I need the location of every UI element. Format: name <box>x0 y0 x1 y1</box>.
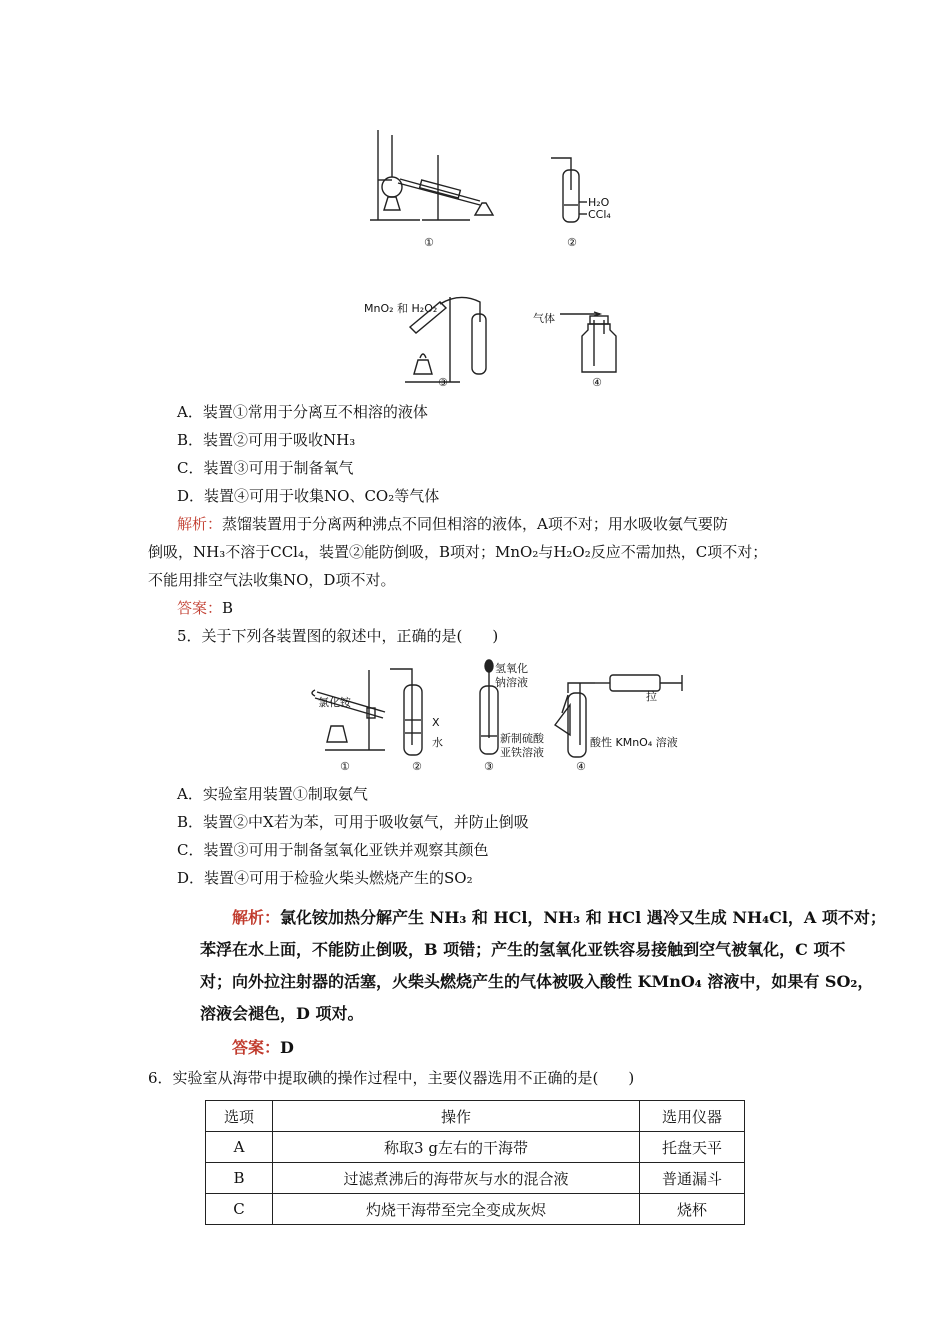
q4-analysis-text-1: 蒸馏装置用于分离两种沸点不同但相溶的液体，A项不对；用水吸收氨气要防 <box>222 515 728 533</box>
q5-option-a: A．实验室用装置①制取氨气 <box>177 785 368 803</box>
q5-fig3-naoh-1: 氢氧化 <box>495 662 528 675</box>
q4-option-c: C．装置③可用于制备氧气 <box>177 459 354 477</box>
q5-fig2-water: 水 <box>432 736 443 749</box>
q4-fig4-gas: 气体 <box>533 312 555 325</box>
q4-fig2-ccl4: CCl₄ <box>588 208 611 221</box>
q5-fig3-feso4-2: 亚铁溶液 <box>500 746 544 759</box>
q4-analysis-label: 解析： <box>177 515 223 533</box>
q4-figure-2-label: ② <box>567 236 577 249</box>
q6-table <box>205 1100 745 1225</box>
q4-figure-4-label: ④ <box>592 376 602 389</box>
q4-option-d: D．装置④可用于收集NO、CO₂等气体 <box>177 487 440 505</box>
q4-answer-value: B <box>222 599 234 617</box>
q5-option-b: B．装置②中X若为苯，可用于吸收氨气，并防止倒吸 <box>177 813 529 831</box>
q4-analysis-line-3: 不能用排空气法收集NO，D项不对。 <box>148 571 396 589</box>
q5-fig3-feso4-1: 新制硫酸 <box>500 732 544 745</box>
q5-figure-3-label: ③ <box>484 760 494 773</box>
q4-figure-1-distillation <box>360 125 500 235</box>
q5-analysis-line-2: 苯浮在水上面，不能防止倒吸，B 项错；产生的氢氧化亚铁容易接触到空气被氧化，C 项不 <box>200 940 846 959</box>
q6-cell: 普通漏斗 <box>640 1163 745 1194</box>
q4-answer-label: 答案： <box>177 599 223 617</box>
q6-cell: C <box>206 1194 273 1225</box>
q5-analysis-line-1 <box>232 908 886 928</box>
q5-option-d: D．装置④可用于检验火柴头燃烧产生的SO₂ <box>177 869 473 887</box>
q5-fig4-pull: 拉 <box>646 690 657 703</box>
q5-stem: 5．关于下列各装置图的叙述中，正确的是( ) <box>177 627 499 645</box>
q5-figure-1-label: ① <box>340 760 350 773</box>
q5-figure-1 <box>305 660 395 760</box>
q4-figure-4-bottle <box>560 300 620 375</box>
q6-cell: 称取3 g左右的干海带 <box>273 1132 640 1163</box>
q6-stem: 6．实验室从海带中提取碘的操作过程中，主要仪器选用不正确的是( ) <box>148 1069 635 1087</box>
q4-option-a: A．装置①常用于分离互不相溶的液体 <box>177 403 428 421</box>
q6-table-header <box>206 1101 745 1132</box>
q4-option-b: B．装置②可用于吸收NH₃ <box>177 431 356 449</box>
q5-analysis-line-3: 对；向外拉注射器的活塞，火柴头燃烧产生的气体被吸入酸性 KMnO₄ 溶液中，如果有 SO₂， <box>200 972 874 991</box>
q5-option-c: C．装置③可用于制备氢氧化亚铁并观察其颜色 <box>177 841 489 859</box>
q4-figure-3-oxygen <box>400 292 510 392</box>
q5-fig3-naoh-2: 钠溶液 <box>495 676 528 689</box>
q6-cell: 灼烧干海带至完全变成灰烬 <box>273 1194 640 1225</box>
q6-header-operation: 操作 <box>273 1101 640 1132</box>
q5-answer-label: 答案： <box>232 1038 281 1057</box>
q5-analysis-label: 解析： <box>232 908 281 927</box>
q6-cell: 过滤煮沸后的海带灰与水的混合液 <box>273 1163 640 1194</box>
q6-cell: 托盘天平 <box>640 1132 745 1163</box>
q5-analysis-line-4: 溶液会褪色，D 项对。 <box>200 1004 364 1023</box>
table-row <box>206 1194 745 1225</box>
q6-cell: A <box>206 1132 273 1163</box>
q4-analysis-line-1 <box>177 514 728 534</box>
q5-fig2-x: X <box>432 716 440 729</box>
q4-figure-2-tube <box>545 150 625 230</box>
q6-cell: 烧杯 <box>640 1194 745 1225</box>
q5-fig1-label: 氯化铵 <box>318 696 351 709</box>
q5-fig4-kmno4: 酸性 KMnO₄ 溶液 <box>590 736 678 749</box>
q4-analysis-line-2: 倒吸，NH₃不溶于CCl₄，装置②能防倒吸，B项对；MnO₂与H₂O₂反应不需加热，C项不对； <box>148 543 768 561</box>
q5-analysis-text-1: 氯化铵加热分解产生 NH₃ 和 HCl，NH₃ 和 HCl 遇冷又生成 NH₄Cl，A 项不对； <box>280 908 886 927</box>
table-row <box>206 1132 745 1163</box>
q5-answer-value: D <box>280 1038 294 1057</box>
q5-answer <box>232 1038 294 1058</box>
q5-figure-2-label: ② <box>412 760 422 773</box>
q4-figure-1-label: ① <box>424 236 434 249</box>
q4-figure-3-label: ③ <box>438 376 448 389</box>
q6-cell: B <box>206 1163 273 1194</box>
q4-fig3-reagent: MnO₂ 和 H₂O₂ <box>364 302 438 315</box>
q6-header-option: 选项 <box>206 1101 273 1132</box>
q5-figure-4-label: ④ <box>576 760 586 773</box>
q4-fig2-h2o: H₂O <box>588 196 610 209</box>
q4-answer <box>177 598 233 618</box>
q6-header-instrument: 选用仪器 <box>640 1101 745 1132</box>
table-row <box>206 1163 745 1194</box>
